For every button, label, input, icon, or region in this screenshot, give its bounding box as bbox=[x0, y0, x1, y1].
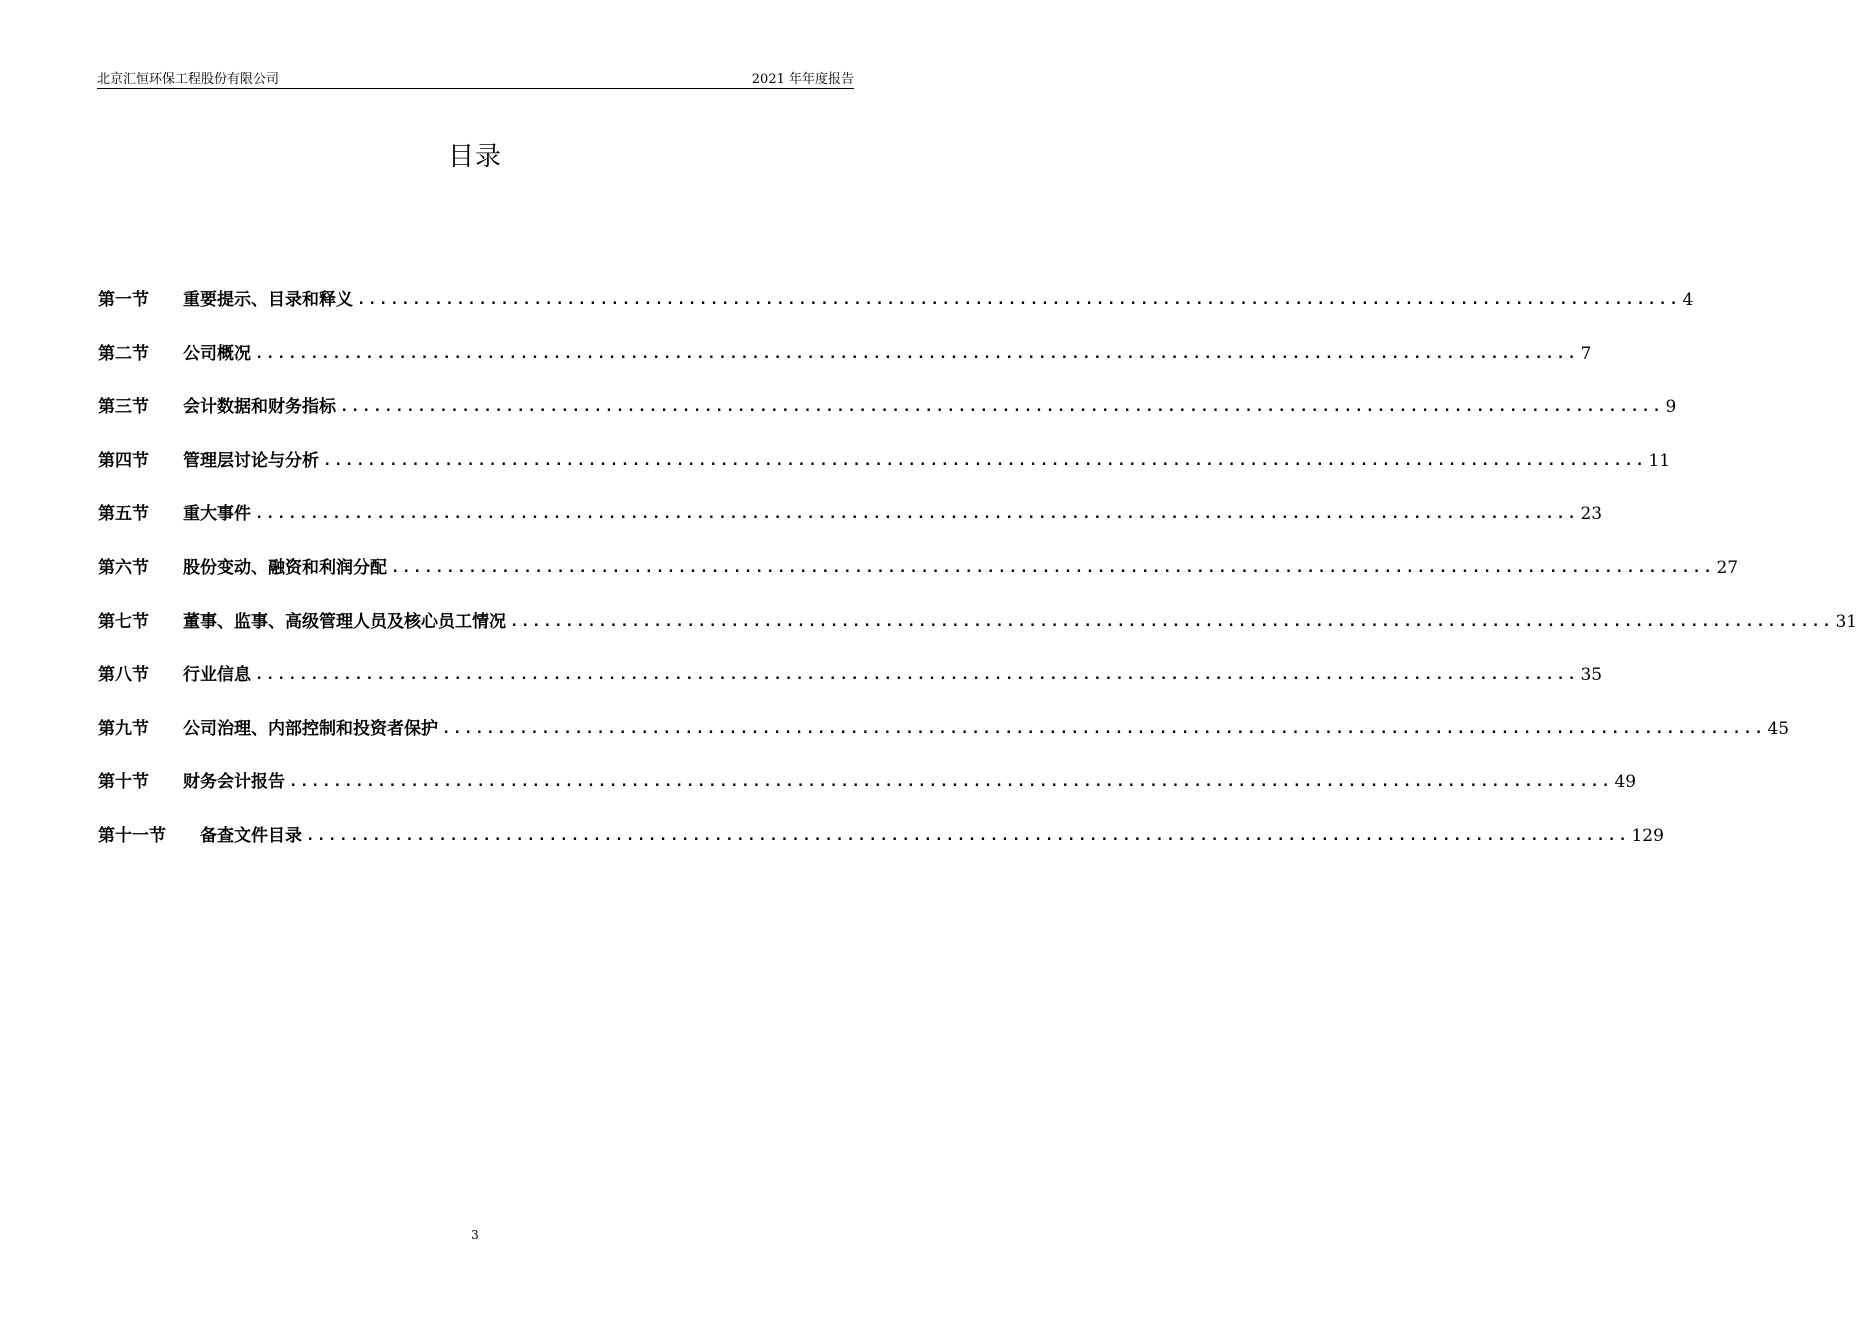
header-report-title: 2021 年年度报告 bbox=[751, 72, 854, 87]
toc-section-number: 第六节 bbox=[98, 557, 149, 578]
toc-section-title: 股份变动、融资和利润分配 bbox=[183, 557, 387, 578]
toc-entry[interactable] bbox=[98, 552, 1739, 606]
toc-section-number: 第十节 bbox=[98, 772, 149, 793]
toc-entry[interactable] bbox=[98, 713, 1790, 767]
table-of-contents bbox=[98, 284, 1857, 874]
toc-section-title: 管理层讨论与分析 bbox=[183, 450, 319, 471]
toc-section-title: 行业信息 bbox=[183, 665, 251, 686]
toc-dot-leader: ........................................................................................................................ bbox=[510, 613, 1834, 630]
toc-page-number: 35 bbox=[1580, 665, 1603, 686]
toc-section-title: 备查文件目录 bbox=[200, 825, 302, 846]
page-title: 目录 bbox=[447, 142, 502, 172]
toc-page-number: 4 bbox=[1682, 290, 1694, 310]
toc-entry[interactable] bbox=[98, 498, 1603, 552]
toc-section-number: 第三节 bbox=[98, 397, 149, 418]
toc-entry[interactable] bbox=[98, 766, 1637, 820]
toc-entry[interactable] bbox=[98, 338, 1592, 392]
toc-section-title: 董事、监事、高级管理人员及核心员工情况 bbox=[183, 611, 506, 632]
toc-page-number: 49 bbox=[1614, 772, 1637, 793]
toc-dot-leader: ........................................................................................................................ bbox=[255, 667, 1579, 684]
toc-page-number: 7 bbox=[1580, 343, 1592, 364]
toc-entry[interactable] bbox=[98, 659, 1603, 713]
toc-dot-leader: ........................................................................................................................ bbox=[357, 292, 1681, 308]
toc-section-number: 第七节 bbox=[98, 611, 149, 632]
toc-section-number: 第五节 bbox=[98, 504, 149, 525]
toc-section-number: 第四节 bbox=[98, 450, 149, 471]
toc-dot-leader: ........................................................................................................................ bbox=[340, 399, 1664, 416]
toc-section-number: 第九节 bbox=[98, 718, 149, 739]
toc-dot-leader: ........................................................................................................................ bbox=[323, 452, 1647, 469]
toc-section-number: 第二节 bbox=[98, 343, 149, 364]
toc-entry[interactable] bbox=[98, 820, 1664, 874]
toc-section-number: 第一节 bbox=[98, 290, 149, 310]
footer-page-number: 3 bbox=[471, 1228, 479, 1242]
toc-dot-leader: ........................................................................................................................ bbox=[391, 559, 1715, 576]
page-header bbox=[97, 66, 854, 89]
toc-dot-leader: ........................................................................................................................ bbox=[255, 345, 1579, 362]
toc-entry[interactable] bbox=[98, 445, 1671, 499]
toc-section-title: 财务会计报告 bbox=[183, 772, 285, 793]
toc-entry[interactable] bbox=[98, 284, 1694, 338]
toc-section-title: 公司概况 bbox=[183, 343, 251, 364]
toc-dot-leader: ........................................................................................................................ bbox=[306, 827, 1630, 844]
toc-page-number: 11 bbox=[1648, 450, 1671, 471]
toc-page-number: 9 bbox=[1665, 397, 1677, 418]
toc-page-number: 129 bbox=[1631, 825, 1664, 846]
toc-section-title: 重大事件 bbox=[183, 504, 251, 525]
toc-section-title: 公司治理、内部控制和投资者保护 bbox=[183, 718, 438, 739]
toc-dot-leader: ........................................................................................................................ bbox=[289, 774, 1613, 791]
header-company-name: 北京汇恒环保工程股份有限公司 bbox=[97, 72, 280, 87]
toc-page-number: 45 bbox=[1767, 718, 1790, 739]
toc-entry[interactable] bbox=[98, 606, 1857, 660]
toc-section-title: 会计数据和财务指标 bbox=[183, 397, 336, 418]
toc-section-number: 第十一节 bbox=[98, 825, 166, 846]
toc-section-number: 第八节 bbox=[98, 665, 149, 686]
toc-dot-leader: ........................................................................................................................ bbox=[442, 720, 1766, 737]
toc-section-title: 重要提示、目录和释义 bbox=[183, 290, 353, 310]
toc-page-number: 31 bbox=[1835, 611, 1857, 632]
toc-page-number: 23 bbox=[1580, 504, 1603, 525]
toc-dot-leader: ........................................................................................................................ bbox=[255, 506, 1579, 523]
toc-page-number: 27 bbox=[1716, 557, 1739, 578]
toc-entry[interactable] bbox=[98, 391, 1677, 445]
